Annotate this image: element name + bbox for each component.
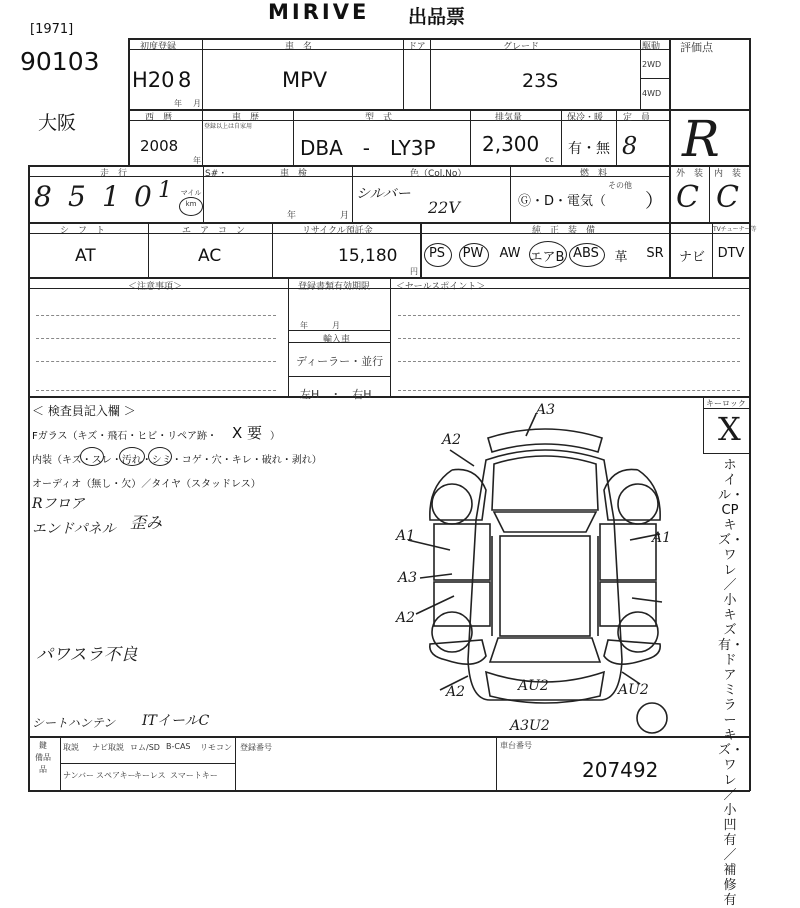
label-color: 色（Col.No） [410, 169, 467, 179]
label-reg-docs: 登録書類有効期限 [298, 282, 371, 292]
yen-unit: 円 [410, 267, 418, 276]
label-aircon: エ ア コ ン [182, 226, 246, 236]
equip-pw-circle [459, 243, 489, 267]
mileage-digit: 0 [134, 180, 152, 213]
color-hw: シルバー [356, 186, 411, 202]
label-score: 評価点 [680, 41, 713, 54]
shift-value: AT [75, 246, 96, 266]
exterior-hw: C [676, 180, 699, 215]
equip-sr: SR [646, 246, 664, 261]
reg-month: 8 [178, 68, 192, 92]
capacity-hw: 8 [622, 132, 638, 160]
key-item-manual: 取説 [63, 743, 79, 752]
year-unit: 年 [193, 156, 201, 165]
score-r: R [682, 110, 720, 168]
aircon-value: AC [198, 246, 222, 266]
color-code-hw: 22V [428, 198, 460, 217]
interior-hw: C [716, 180, 739, 215]
mileage-digit: 5 [68, 180, 86, 213]
label-ac-type: 保冷・暖 [567, 113, 604, 123]
equip-airbag-circle [529, 241, 567, 268]
damage-au2-rear-right: AU2 [618, 682, 649, 698]
equip-leather: 革 [614, 250, 628, 265]
label-door: ドア [408, 42, 426, 52]
model-year: 2008 [140, 137, 179, 155]
label-shift: シ フ ト [60, 226, 106, 236]
glass-mark: X 要 [232, 424, 263, 442]
label-mileage: 走 行 [100, 169, 128, 179]
label-interior: 内 装 [714, 169, 742, 179]
equip-abs-circle [569, 243, 605, 267]
handle-option: 左H ・ 右H [300, 388, 372, 401]
mile-km-label: マイル km [180, 189, 202, 208]
note-r-floor: Rフロア [32, 496, 85, 512]
fuel-close: ） [645, 190, 665, 212]
doc-title: 出品票 [408, 6, 466, 28]
damage-a3-front: A3 [536, 402, 556, 418]
label-displacement: 排気量 [495, 113, 523, 123]
note-end-panel: エンドパネル [32, 521, 116, 537]
damage-a1-left: A1 [396, 528, 416, 544]
equip-dtv: DTV [717, 246, 745, 261]
equip-aw: AW [499, 246, 521, 261]
label-chassis: 車台番号 [500, 741, 532, 750]
mileage-digit: 1 [158, 178, 172, 203]
label-inspector: ＜ 検査員記入欄 ＞ [32, 404, 136, 418]
key-item-rom: ロム/SD [130, 743, 160, 752]
glass-line: Fガラス（キズ・飛石・ヒビ・リペア跡・ [32, 431, 218, 442]
note-power-slide: パワスラ不良 [36, 645, 138, 665]
label-first-reg: 初度登録 [140, 42, 177, 52]
damage-au2-rear: AU2 [518, 678, 549, 694]
label-drive: 駆動 [642, 42, 661, 52]
model-code: DBA - LY3P [300, 136, 436, 160]
label-keylock: キーロック [706, 399, 746, 408]
ac-options: 有・無 [568, 141, 610, 157]
key-item-smart: スマートキー [170, 771, 218, 780]
drive-2wd: 2WD [642, 60, 662, 69]
equip-abs: ABS [573, 246, 599, 261]
label-month-unit: 月 [193, 99, 201, 108]
equip-ps-circle [424, 243, 452, 267]
label-fuel: 燃 料 [580, 169, 608, 179]
damage-a2-left-rear: A2 [396, 610, 416, 626]
circle-mark [119, 447, 145, 466]
key-item-remote: リモコン [200, 743, 232, 752]
venue: 大阪 [38, 112, 77, 134]
damage-a2-front-left: A2 [442, 432, 462, 448]
glass-close: ） [270, 431, 280, 442]
label-car-name: 車 名 [285, 42, 313, 52]
key-item-spare: スペアキー [96, 771, 136, 780]
side-text: ホイル・CPキズ・ワレ／小キズ有・ドアミラーキズ・ワレ／小凹有／補修有 [718, 458, 745, 908]
label-notes: ＜注意事項＞ [128, 282, 183, 292]
chassis-number: 207492 [582, 758, 659, 782]
key-item-navi-manual: ナビ取説 [92, 743, 124, 752]
label-model-type: 型 式 [365, 113, 393, 123]
circle-mark [148, 447, 172, 466]
damage-a3u2-bumper: A3U2 [510, 718, 550, 734]
sales-lines [398, 300, 740, 391]
label-inspection: 車 検 [280, 169, 308, 179]
dealer-option: ディーラー・並行 [296, 355, 384, 368]
label-recycle: リサイクル預託金 [302, 226, 373, 236]
circle-mark [80, 447, 104, 466]
key-item-keyless: キーレス [134, 771, 166, 780]
label-year-unit: 年 [174, 99, 182, 108]
label-year: 西 暦 [145, 113, 173, 123]
damage-a3-left: A3 [398, 570, 418, 586]
damage-a1-right: A1 [652, 530, 672, 546]
note-distortion: 歪み [130, 513, 163, 532]
fuel-options: Ⓖ・D・電気（ [518, 194, 607, 209]
mileage-digit: 8 [34, 180, 52, 213]
car-diagram [390, 400, 710, 736]
cc-unit: cc [545, 155, 554, 164]
label-import: 輸入車 [323, 335, 351, 345]
label-tuner: TVチューナー等 [713, 226, 757, 233]
key-item-bcas: B-CAS [166, 742, 191, 751]
score-mark [672, 108, 748, 168]
interior-line: 内装（キズ・スレ・汚れ・シミ・コゲ・穴・キレ・破れ・剥れ） [32, 455, 322, 466]
equip-airbag: エアB [529, 250, 565, 265]
key-item-plate: ナンバー [63, 771, 95, 780]
drive-4wd: 4WD [642, 89, 662, 98]
label-shaken-sub: 登録以上は自家用 [204, 123, 253, 130]
notes-lines [36, 300, 276, 391]
label-reg-number: 登録番号 [240, 743, 272, 752]
car-name: MPV [282, 68, 328, 92]
equipment-row [421, 234, 751, 277]
reg-docs-date: 年 月 [300, 321, 340, 330]
brand-logo: MIRIVE [268, 0, 370, 24]
note-it: ITイールC [142, 713, 210, 729]
label-equipment: 純 正 装 備 [532, 226, 596, 236]
grade: 23S [522, 70, 559, 92]
label-grade: グレード [503, 42, 540, 52]
lot-code: [1971] [30, 22, 74, 37]
label-shaken: 車 歴 [232, 113, 260, 123]
label-exterior: 外 装 [676, 169, 704, 179]
label-sales-points: ＜セールスポイント＞ [396, 282, 486, 292]
audio-line: オーディオ（無し・欠）／タイヤ（スタッドレス） [32, 479, 261, 490]
damage-a2-rear-left: A2 [446, 684, 466, 700]
label-capacity: 定 員 [623, 113, 651, 123]
keylock-mark: X [718, 410, 741, 448]
equip-ps: PS [428, 246, 446, 261]
reg-era: H20 [132, 68, 175, 92]
key-section-label: 鍵 備品 品 [35, 741, 51, 774]
fuel-other: その他 [608, 181, 632, 190]
inspection-month-unit: 月 [340, 211, 350, 221]
inspection-year-unit: 年 [287, 211, 297, 221]
displacement: 2,300 [482, 132, 540, 156]
lot-number: 90103 [20, 47, 100, 76]
recycle-fee: 15,180 [338, 246, 398, 266]
equip-pw: PW [462, 246, 484, 261]
equip-navi: ナビ [678, 250, 705, 265]
note-seat: シートハンテン [32, 716, 116, 730]
mileage-digit: 1 [102, 180, 120, 213]
label-mileage-mark: S#・ [205, 169, 228, 179]
